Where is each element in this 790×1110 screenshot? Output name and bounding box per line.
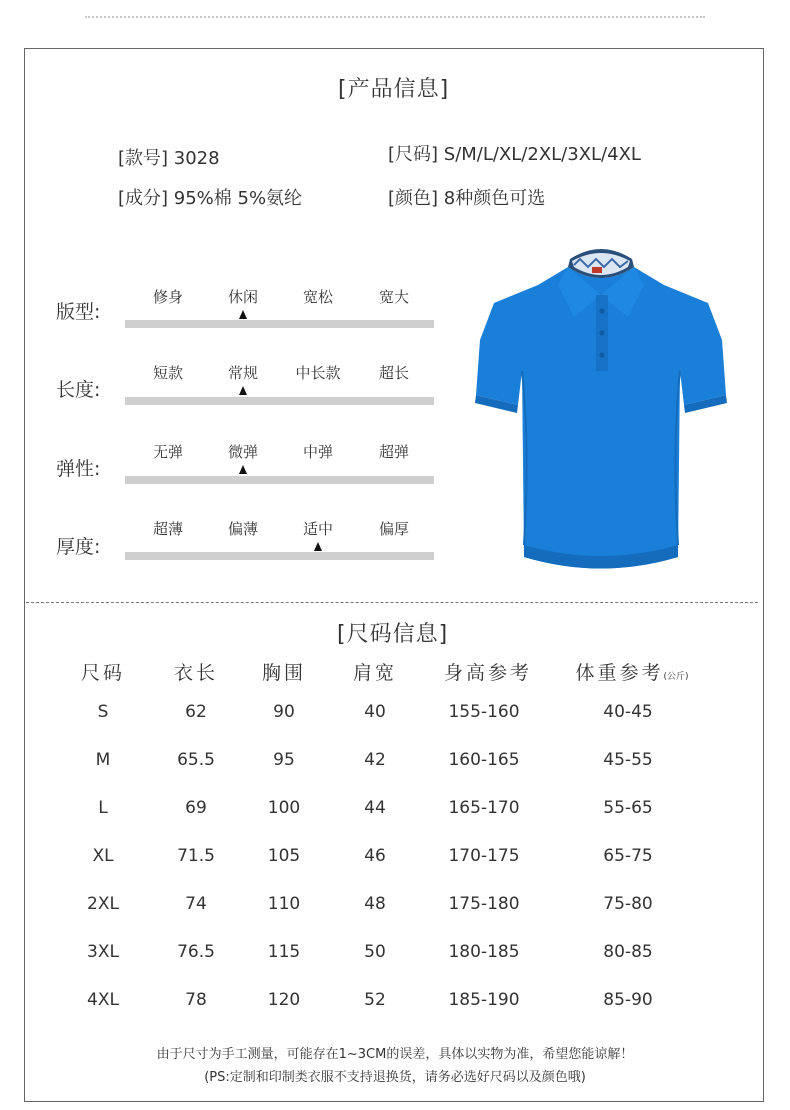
table-cell: 65.5 [177, 750, 215, 770]
attribute-option: 中长款 [295, 364, 341, 382]
table-cell: 55-65 [603, 798, 653, 818]
attribute-label: 长度: [56, 379, 101, 401]
table-cell: 110 [267, 894, 301, 914]
selected-marker-icon [239, 310, 247, 319]
table-cell: 42 [364, 750, 386, 770]
attribute-option: 中弹 [302, 443, 333, 461]
product-info-title: [产品信息] [338, 77, 450, 102]
table-cell: 85-90 [603, 990, 653, 1010]
table-cell: 71.5 [177, 846, 215, 866]
table-cell: 120 [267, 990, 301, 1010]
table-cell: 50 [364, 942, 386, 962]
table-cell: 165-170 [448, 798, 520, 818]
attribute-option: 常规 [227, 364, 258, 382]
size-range: [尺码] S/M/L/XL/2XL/3XL/4XL [388, 144, 641, 165]
table-cell: 40 [364, 702, 386, 722]
style-number: [款号] 3028 [118, 148, 220, 169]
table-cell: XL [92, 846, 114, 866]
attribute-option: 修身 [152, 288, 183, 306]
size-info-title: [尺码信息] [337, 622, 449, 647]
attribute-option: 超薄 [152, 520, 183, 538]
return-policy-note: (PS:定制和印制类衣服不支持退换货，请务必选好尺码以及颜色哦) [204, 1070, 586, 1085]
attribute-label: 版型: [56, 301, 101, 323]
table-cell: 52 [364, 990, 386, 1010]
table-cell: 155-160 [448, 702, 520, 722]
polo-shirt-image [470, 245, 732, 580]
table-cell: 170-175 [448, 846, 520, 866]
attribute-option: 适中 [302, 520, 333, 538]
section-divider [26, 602, 758, 603]
table-cell: 69 [185, 798, 207, 818]
attribute-scale-bar [125, 552, 434, 560]
column-header: 肩宽 [352, 662, 398, 684]
attribute-label: 厚度: [56, 536, 101, 558]
table-cell: 44 [364, 798, 386, 818]
table-cell: 48 [364, 894, 386, 914]
table-cell: 95 [273, 750, 295, 770]
table-cell: M [95, 750, 111, 770]
attribute-option: 微弹 [227, 443, 258, 461]
table-cell: 2XL [87, 894, 119, 914]
measurement-note: 由于尺寸为手工测量，可能存在1~3CM的误差，具体以实物为准，希望您能谅解！ [156, 1047, 634, 1062]
column-header: 胸围 [261, 662, 307, 684]
column-header: 身高参考 [443, 662, 533, 684]
table-cell: 40-45 [603, 702, 653, 722]
table-cell: S [97, 702, 109, 722]
table-cell: 78 [185, 990, 207, 1010]
attribute-option: 宽松 [302, 288, 333, 306]
table-cell: 80-85 [603, 942, 653, 962]
attribute-option: 休闲 [227, 288, 258, 306]
attribute-option: 宽大 [378, 288, 409, 306]
table-cell: 180-185 [448, 942, 520, 962]
attribute-scale-bar [125, 320, 434, 328]
column-header: 尺码 [80, 662, 126, 684]
attribute-option: 超长 [378, 364, 409, 382]
table-cell: 3XL [87, 942, 119, 962]
column-header: 体重参考 [575, 662, 664, 684]
attribute-label: 弹性: [56, 458, 101, 480]
table-cell: 185-190 [448, 990, 520, 1010]
top-dotted-divider [85, 16, 705, 18]
selected-marker-icon [239, 386, 247, 395]
attribute-scale-bar [125, 397, 434, 405]
selected-marker-icon [314, 542, 322, 551]
color-options: [颜色] 8种颜色可选 [388, 188, 546, 209]
column-header: 衣长 [173, 662, 219, 684]
weight-unit: (公斤) [663, 672, 689, 682]
attribute-option: 超弹 [378, 443, 409, 461]
table-cell: 105 [267, 846, 301, 866]
table-cell: 100 [267, 798, 301, 818]
table-cell: 65-75 [603, 846, 653, 866]
table-cell: 175-180 [448, 894, 520, 914]
attribute-option: 偏薄 [227, 520, 258, 538]
table-cell: 115 [267, 942, 301, 962]
table-cell: 76.5 [177, 942, 215, 962]
attribute-scale-bar [125, 476, 434, 484]
attribute-option: 偏厚 [378, 520, 409, 538]
table-cell: 160-165 [448, 750, 520, 770]
table-cell: 4XL [87, 990, 119, 1010]
selected-marker-icon [239, 465, 247, 474]
table-cell: 45-55 [603, 750, 653, 770]
table-cell: 46 [364, 846, 386, 866]
table-cell: L [98, 798, 108, 818]
attribute-option: 无弹 [152, 443, 183, 461]
material: [成分] 95%棉 5%氨纶 [118, 188, 303, 209]
column-header-weight [575, 658, 688, 685]
table-cell: 75-80 [603, 894, 653, 914]
table-cell: 62 [185, 702, 207, 722]
table-cell: 74 [185, 894, 207, 914]
attribute-option: 短款 [152, 364, 183, 382]
table-cell: 90 [273, 702, 295, 722]
